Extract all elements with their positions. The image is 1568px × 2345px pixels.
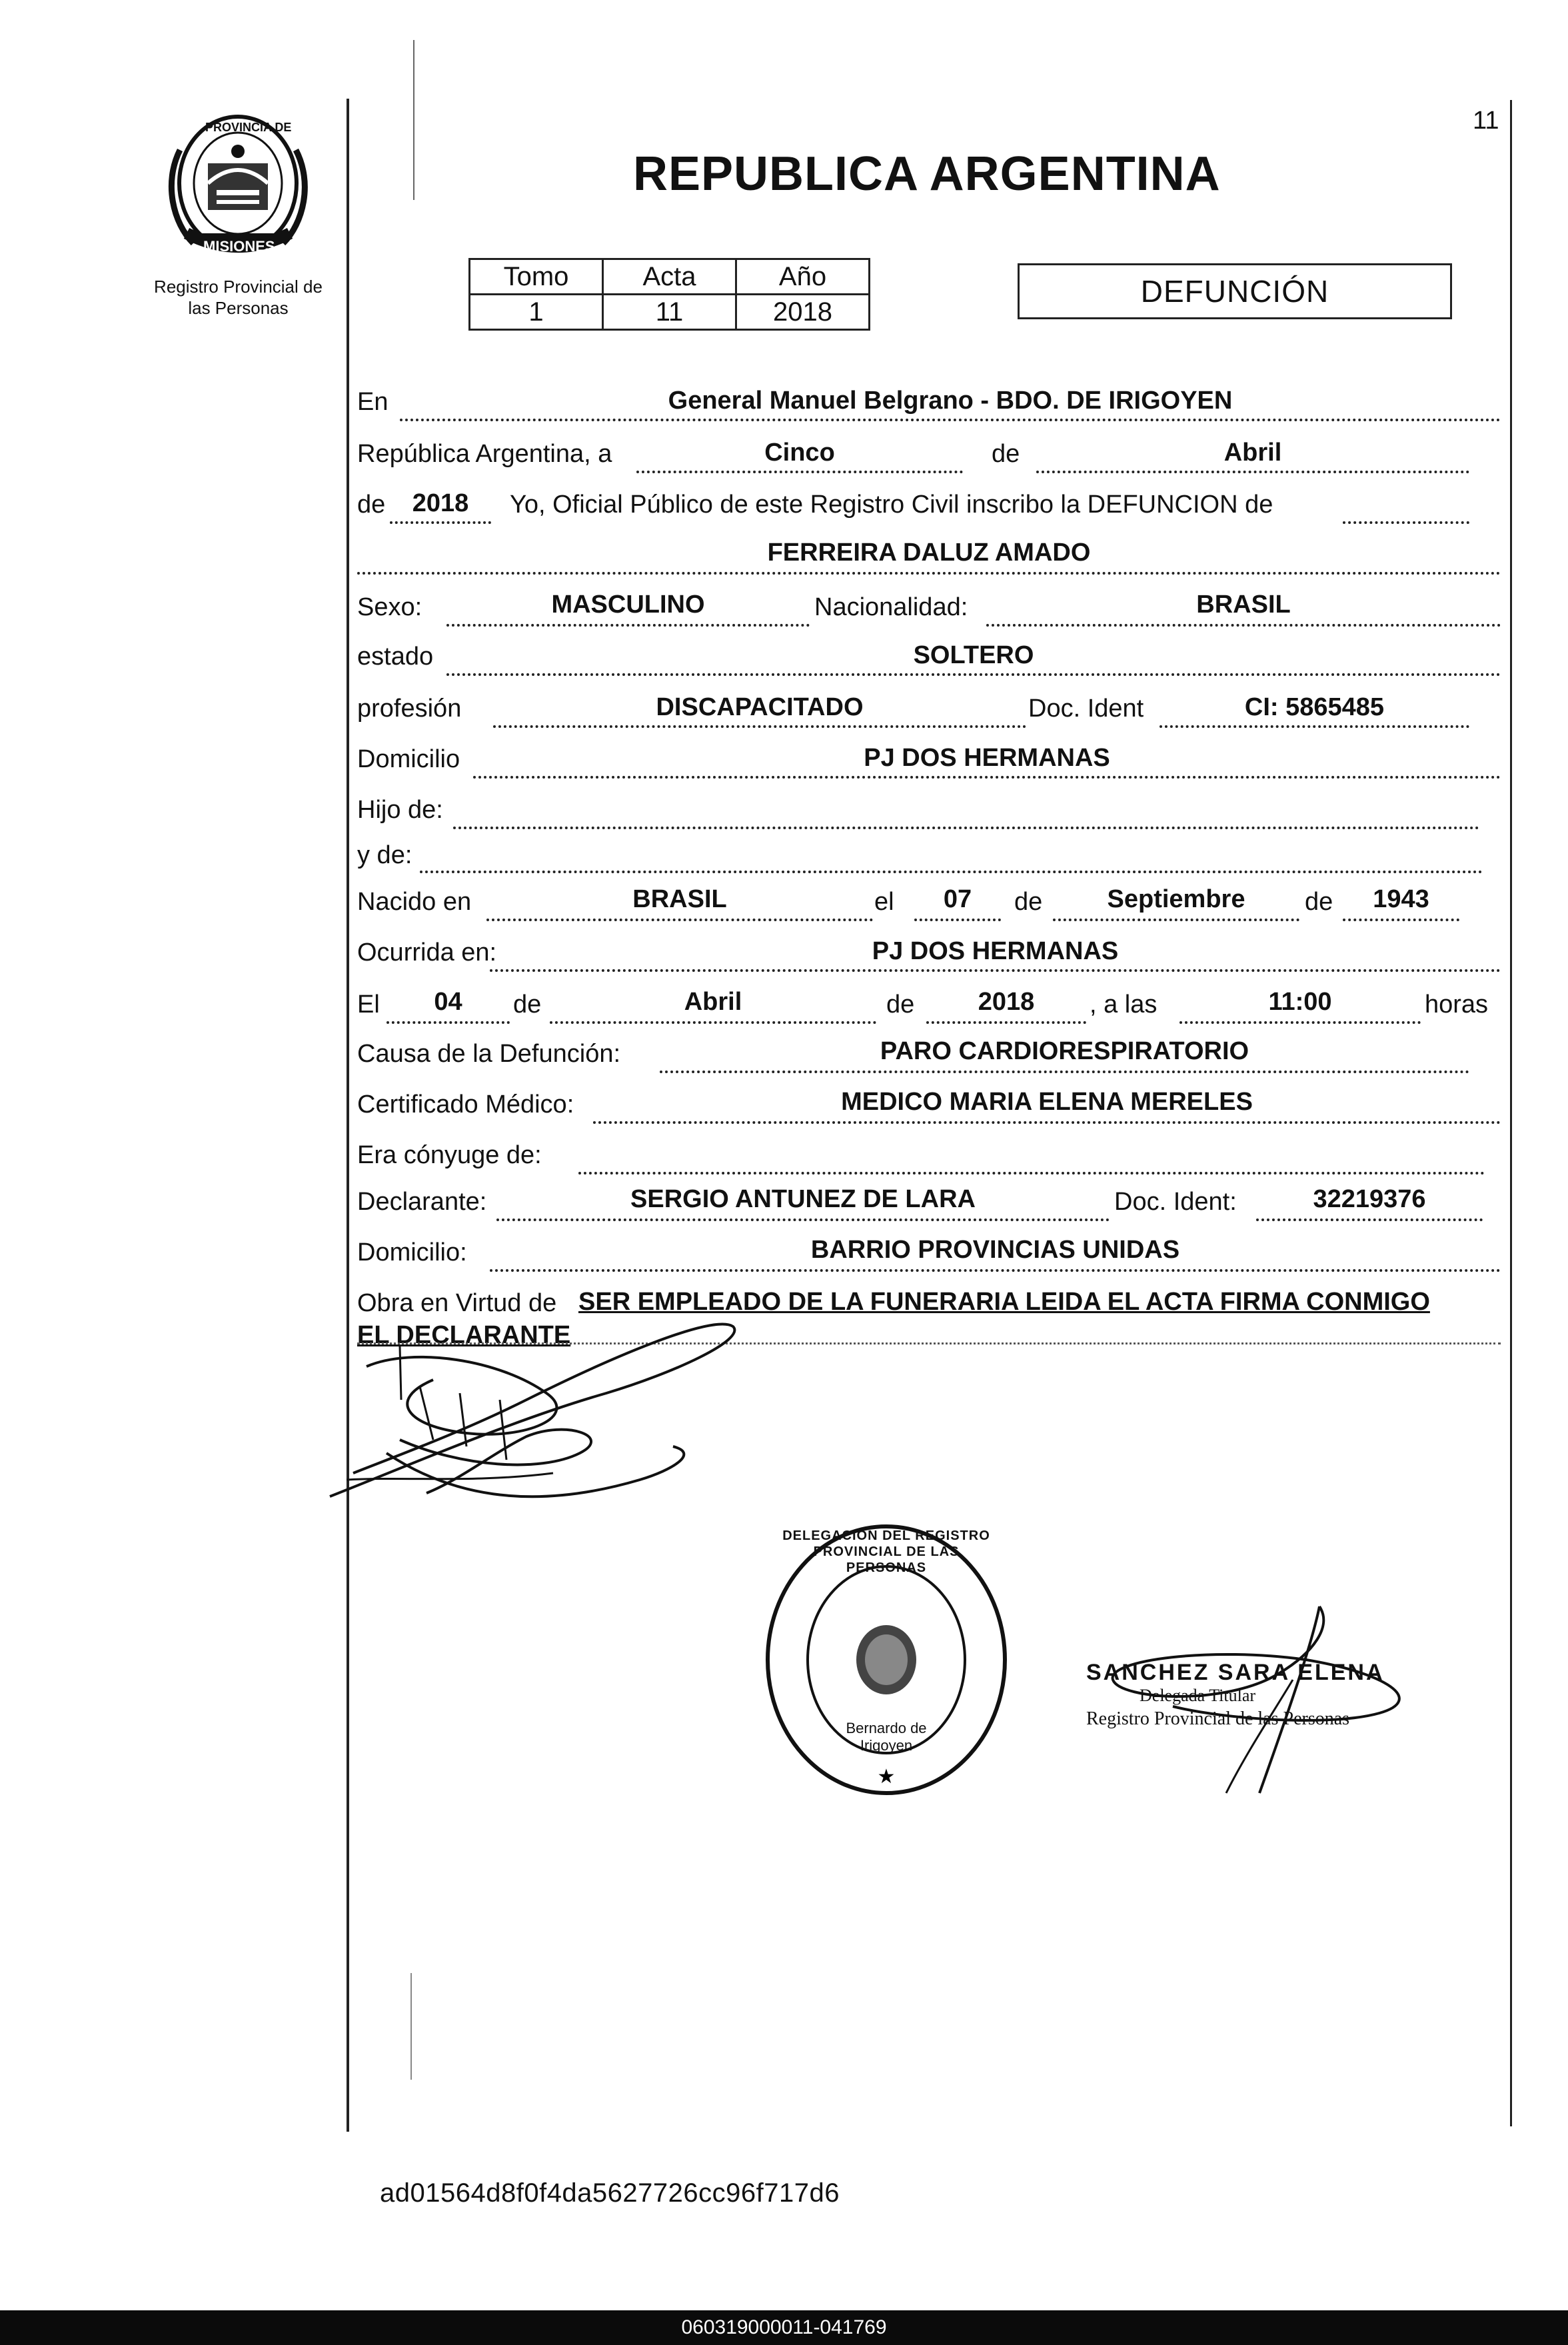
death-day: 04 (434, 988, 462, 1016)
document-type: DEFUNCIÓN (1140, 274, 1329, 309)
profesion-label: profesión (357, 695, 462, 723)
fold-mark-line (413, 40, 414, 200)
nacido-label: Nacido en (357, 888, 472, 916)
en-dotted-line (400, 419, 1501, 421)
ocurrida-value: PJ DOS HERMANAS (872, 937, 1119, 965)
declarante-value: SERGIO ANTUNEZ DE LARA (630, 1185, 976, 1213)
anio-header: Año (736, 259, 870, 295)
nacido-value: BRASIL (632, 885, 727, 913)
death-el-label: El (357, 991, 380, 1019)
footer-code-bar (0, 2310, 1568, 2345)
nacionalidad-dotted-line (986, 624, 1501, 627)
nacionalidad-label: Nacionalidad: (814, 593, 968, 621)
footer-code: 060319000011-041769 (681, 2316, 887, 2338)
official-name: SANCHEZ SARA ELENA (1086, 1660, 1385, 1685)
certificado-dotted-line (593, 1121, 1501, 1124)
year-dotted-line (390, 521, 491, 524)
hijo-label: Hijo de: (357, 796, 443, 824)
left-margin-line (347, 99, 349, 2132)
de-label-2: de (357, 491, 386, 519)
day-dotted-line (636, 471, 963, 473)
fold-mark-line-lower (410, 1973, 412, 2080)
death-time: 11:00 (1268, 988, 1332, 1016)
estado-value: SOLTERO (913, 641, 1034, 669)
causa-label: Causa de la Defunción: (357, 1040, 621, 1068)
deceased-name: FERREIRA DALUZ AMADO (767, 539, 1091, 567)
horas-label: horas (1425, 991, 1489, 1019)
birth-year-dotted-line (1343, 919, 1459, 921)
anio-value: 2018 (736, 295, 870, 330)
conyuge-label: Era cónyuge de: (357, 1141, 542, 1169)
declarante-doc-label: Doc. Ident: (1114, 1188, 1237, 1216)
declarante-label: Declarante: (357, 1188, 487, 1216)
registry-delegation-seal (760, 1520, 1013, 1800)
death-month-dotted-line (550, 1021, 876, 1024)
record-table (468, 258, 870, 331)
logo-ring-bottom-text: MISIONES (203, 238, 275, 255)
en-label: En (357, 388, 389, 416)
birth-day-dotted-line (914, 919, 1001, 921)
nacionalidad-value: BRASIL (1196, 591, 1291, 619)
decl-domicilio-label: Domicilio: (357, 1238, 467, 1266)
day-value: Cinco (764, 439, 835, 467)
alas-label: , a las (1090, 991, 1158, 1019)
profesion-value: DISCAPACITADO (656, 693, 864, 721)
obra-value-line2: EL DECLARANTE (357, 1321, 571, 1349)
death-de-label-1: de (513, 991, 542, 1019)
ocurrida-dotted-line (490, 969, 1501, 972)
republica-label: República Argentina, a (357, 440, 612, 468)
ocurrida-label: Ocurrida en: (357, 939, 497, 967)
death-day-dotted-line (387, 1021, 510, 1024)
doc-ident-dotted-line (1160, 725, 1469, 728)
page-number: 11 (1473, 107, 1499, 135)
month-value: Abril (1223, 439, 1282, 467)
certificado-label: Certificado Médico: (357, 1091, 574, 1119)
causa-value: PARO CARDIORESPIRATORIO (880, 1037, 1249, 1065)
death-year-dotted-line (926, 1021, 1086, 1024)
death-year: 2018 (978, 988, 1035, 1016)
country-title: REPUBLICA ARGENTINA (633, 147, 1221, 201)
yde-dotted-line (420, 871, 1483, 873)
obra-value-line1: SER EMPLEADO DE LA FUNERARIA LEIDA EL ACTA FIRMA CONMIGO (578, 1288, 1430, 1316)
document-type-box (1018, 263, 1452, 319)
causa-dotted-line (660, 1071, 1469, 1073)
domicilio-dotted-line (473, 776, 1501, 779)
en-value: General Manuel Belgrano - BDO. DE IRIGOYEN (668, 387, 1233, 415)
estado-dotted-line (446, 673, 1501, 676)
birth-year: 1943 (1373, 885, 1429, 913)
official-office: Registro Provincial de las Personas (1086, 1708, 1350, 1729)
profesion-dotted-line (493, 725, 1026, 728)
birth-month: Septiembre (1107, 885, 1245, 913)
birth-de-label-2: de (1305, 888, 1333, 916)
decl-domicilio-dotted-line (490, 1269, 1501, 1272)
hijo-dotted-line (453, 827, 1479, 829)
official-signature (1093, 1600, 1439, 1813)
sexo-dotted-line (446, 624, 810, 627)
name-dotted-line (357, 572, 1501, 575)
right-margin-line (1510, 100, 1512, 2126)
seal-ring-text: DELEGACION DEL REGISTRO PROVINCIAL DE LAS PERSONAS (782, 1528, 990, 1575)
death-month: Abril (684, 988, 742, 1016)
declarante-doc-dotted-line (1256, 1218, 1483, 1221)
registry-caption-line1: Registro Provincial de (154, 277, 323, 297)
tomo-value: 1 (470, 295, 603, 330)
declarant-signature (327, 1320, 766, 1533)
acta-value: 11 (603, 295, 736, 330)
el-label: el (874, 888, 894, 916)
hash-code: ad01564d8f0f4da5627726cc96f717d6 (380, 2178, 840, 2208)
yde-label: y de: (357, 841, 412, 869)
certificado-value: MEDICO MARIA ELENA MERELES (841, 1088, 1253, 1116)
birth-day: 07 (943, 885, 972, 913)
declarante-doc-value: 32219376 (1313, 1185, 1426, 1213)
sexo-value: MASCULINO (551, 591, 705, 619)
svg-text:★: ★ (877, 1765, 896, 1788)
registry-caption-line2: las Personas (188, 298, 289, 318)
tomo-header: Tomo (470, 259, 603, 295)
de-label: de (992, 440, 1020, 468)
doc-ident-value: CI: 5865485 (1244, 693, 1385, 721)
month-dotted-line (1036, 471, 1469, 473)
statement-text: Yo, Oficial Público de este Registro Civil inscribo la DEFUNCION de (510, 491, 1273, 519)
domicilio-label: Domicilio (357, 745, 460, 773)
conyuge-dotted-line (578, 1172, 1485, 1174)
nacido-dotted-line (486, 919, 873, 921)
death-time-dotted-line (1179, 1021, 1421, 1024)
decl-domicilio-value: BARRIO PROVINCIAS UNIDAS (810, 1236, 1180, 1264)
official-title: Delegada Titular (1140, 1686, 1256, 1705)
logo-ring-top-text: PROVINCIA DE (205, 121, 292, 134)
death-de-label-2: de (886, 991, 915, 1019)
doc-ident-label: Doc. Ident (1028, 695, 1144, 723)
record-table-header-row (470, 259, 870, 295)
estado-label: estado (357, 643, 434, 671)
statement-dotted-line (1343, 521, 1469, 524)
registry-caption (137, 276, 340, 319)
acta-header: Acta (603, 259, 736, 295)
sexo-label: Sexo: (357, 593, 422, 621)
declarante-dotted-line (496, 1218, 1110, 1221)
record-table-value-row (470, 295, 870, 330)
birth-month-dotted-line (1053, 919, 1299, 921)
domicilio-value: PJ DOS HERMANAS (864, 744, 1110, 772)
obra-label: Obra en Virtud de (357, 1289, 557, 1317)
year-value: 2018 (412, 489, 469, 517)
seal-inner-text: Bernardo de Irigoyen (846, 1720, 927, 1754)
misiones-coat-of-arms-logo (167, 110, 310, 260)
birth-de-label-1: de (1014, 888, 1043, 916)
